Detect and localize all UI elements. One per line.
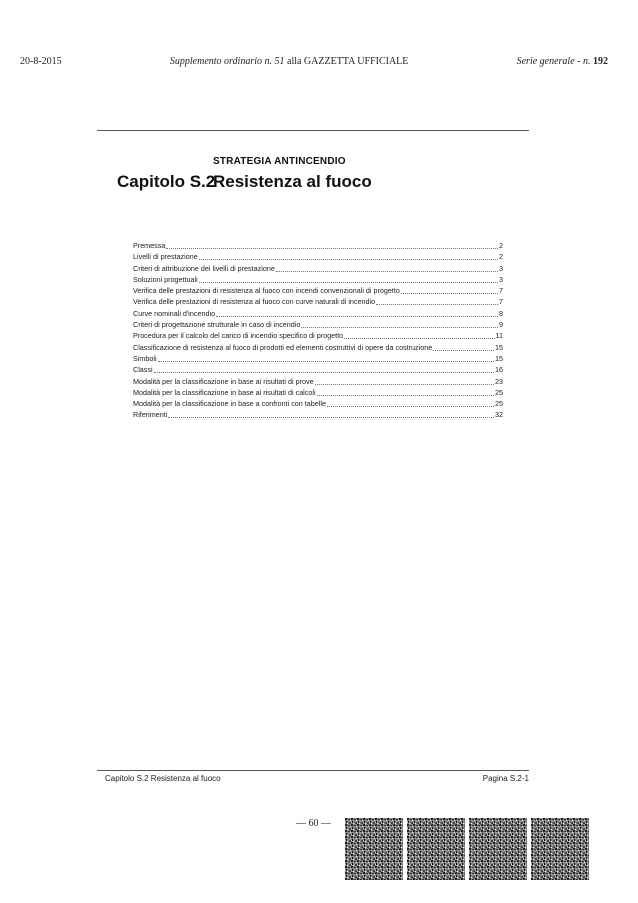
toc-entry-page: 3 — [499, 263, 503, 273]
toc-leader — [199, 274, 498, 283]
toc-entry-page: 25 — [495, 387, 503, 397]
toc-entry — [133, 330, 503, 341]
toc-entry-title: Soluzioni progettuali — [133, 274, 198, 284]
toc-entry-page: 2 — [499, 252, 503, 262]
toc-entry — [133, 376, 503, 387]
toc-entry-title: Criteri di attribuzione dei livelli di prestazione — [133, 263, 275, 273]
toc-leader — [317, 387, 494, 396]
toc-entry-page: 15 — [495, 342, 503, 352]
toc-entry-title: Procedura per il calcolo del carico di incendio specifico di progetto — [133, 331, 344, 341]
toc-entry-page: 15 — [495, 353, 503, 363]
toc-entry-page: 32 — [495, 410, 503, 420]
footer-page: Pagina S.2-1 — [482, 774, 529, 783]
toc-leader — [276, 263, 498, 272]
toc-leader — [433, 342, 494, 351]
table-of-contents — [133, 240, 503, 421]
toc-entry-page: 8 — [499, 308, 503, 318]
toc-entry-title: Modalità per la classificazione in base ai risultati di prove — [133, 376, 314, 386]
toc-leader — [216, 308, 498, 317]
toc-entry-page: 2 — [499, 241, 503, 250]
toc-leader — [158, 353, 494, 362]
toc-entry — [133, 263, 503, 274]
toc-entry-page: 9 — [499, 320, 503, 330]
toc-entry-page: 23 — [495, 376, 503, 386]
toc-entry — [133, 353, 503, 364]
toc-entry — [133, 398, 503, 409]
toc-leader — [344, 330, 494, 339]
series-number: 192 — [592, 56, 608, 67]
toc-entry-title: Livelli di prestazione — [133, 252, 198, 262]
top-rule — [97, 130, 529, 131]
toc-entry — [133, 285, 503, 296]
toc-entry-page: 7 — [499, 286, 503, 296]
toc-leader — [401, 285, 498, 294]
stamp-pattern-4 — [531, 818, 589, 880]
toc-entry — [133, 274, 503, 285]
stamp-pattern-2 — [407, 818, 465, 880]
toc-leader — [199, 251, 498, 260]
toc-entry-title: Criteri di progettazione strutturale in caso di incendio — [133, 320, 301, 330]
toc-leader — [376, 296, 498, 305]
toc-entry — [133, 240, 503, 251]
page-number: — 60 — — [296, 818, 331, 829]
toc-leader — [168, 409, 494, 418]
toc-entry-title: Modalità per la classificazione in base ai risultati di calcoli — [133, 387, 316, 397]
stamp-pattern-1 — [345, 818, 403, 880]
toc-entry-title: Riferimenti — [133, 410, 168, 420]
toc-entry — [133, 342, 503, 353]
toc-entry — [133, 409, 503, 420]
toc-entry-page: 7 — [499, 297, 503, 307]
toc-entry — [133, 319, 503, 330]
toc-entry-page: 3 — [499, 274, 503, 284]
section-label: STRATEGIA ANTINCENDIO — [213, 156, 346, 167]
toc-leader — [327, 398, 494, 407]
stamp-pattern-3 — [469, 818, 527, 880]
toc-entry-title: Simboli — [133, 353, 157, 363]
toc-entry-page: 25 — [495, 399, 503, 409]
toc-leader — [154, 364, 494, 373]
publication-rest: alla GAZZETTA UFFICIALE — [287, 56, 409, 67]
toc-leader — [301, 319, 498, 328]
toc-entry-page: 11 — [495, 331, 503, 341]
toc-leader — [315, 376, 494, 385]
toc-entry-title: Curve nominali d'incendio — [133, 308, 216, 318]
gazette-publication — [170, 56, 409, 67]
toc-entry — [133, 387, 503, 398]
toc-leader — [166, 240, 498, 249]
bottom-rule — [97, 770, 529, 771]
toc-entry-page: 16 — [495, 365, 503, 375]
publication-italic: Supplemento ordinario n. 51 — [169, 56, 285, 67]
chapter-number: Capitolo S.2 — [117, 172, 216, 191]
toc-entry-title: Verifica delle prestazioni di resistenza al fuoco con incendi convenzionali di progetto — [133, 286, 400, 296]
gazette-header — [20, 56, 608, 67]
series-italic: Serie generale - n. — [516, 56, 591, 67]
gazette-date: 20-8-2015 — [20, 56, 62, 67]
gazette-series — [517, 56, 608, 67]
toc-entry — [133, 308, 503, 319]
chapter-title: Resistenza al fuoco — [213, 172, 372, 191]
toc-entry-title: Classificazione di resistenza al fuoco di prodotti ed elementi costruttivi di opere da costruzione — [133, 342, 433, 352]
toc-entry — [133, 364, 503, 375]
toc-entry-title: Classi — [133, 365, 153, 375]
footer-chapter: Capitolo S.2 Resistenza al fuoco — [105, 774, 221, 783]
toc-entry — [133, 251, 503, 262]
toc-entry — [133, 296, 503, 307]
toc-entry-title: Verifica delle prestazioni di resistenza al fuoco con curve naturali di incendio — [133, 297, 376, 307]
toc-entry-title: Modalità per la classificazione in base a confronti con tabelle — [133, 399, 326, 409]
toc-entry-title: Premessa — [133, 241, 166, 250]
